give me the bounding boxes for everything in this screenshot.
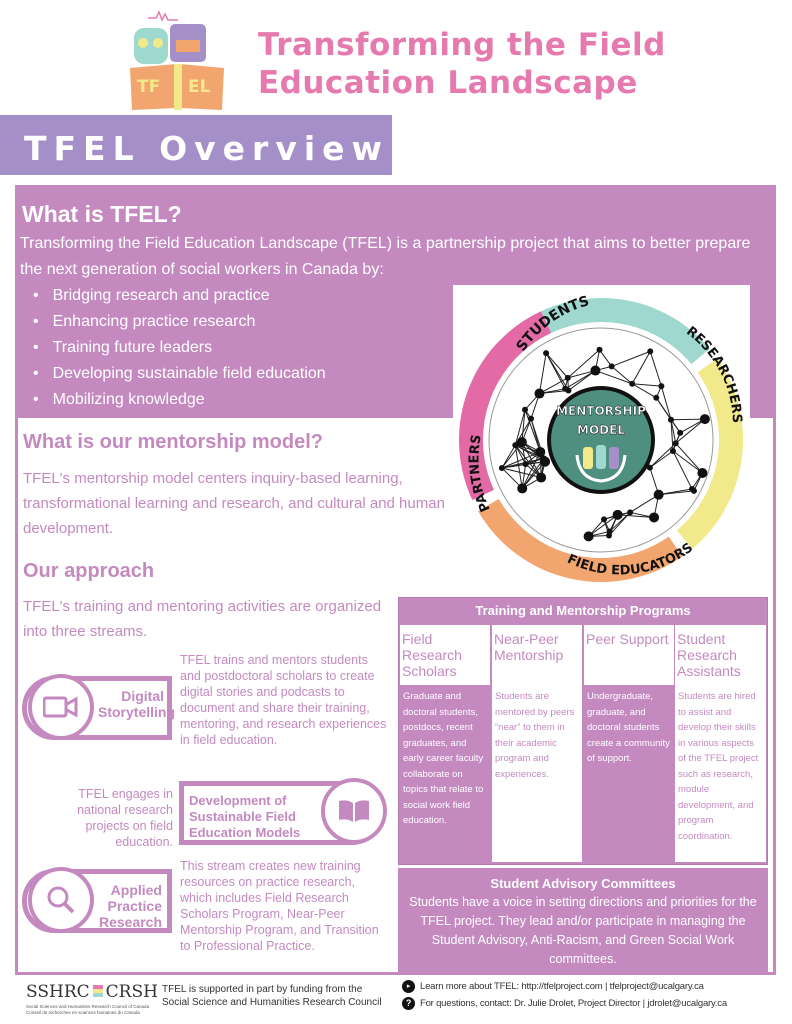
network-link xyxy=(612,366,633,383)
overview-band: TFEL Overview xyxy=(0,115,392,175)
funding-line: TFEL is supported in part by funding from the xyxy=(162,984,363,995)
stream-description: TFEL engages in national research projects on field education. xyxy=(77,787,173,849)
network-node xyxy=(673,440,679,446)
network-node xyxy=(565,375,571,381)
network-node xyxy=(517,483,527,493)
sshrc-subtitle: Social Sciences and Humanities Research Council of Canada xyxy=(26,1004,150,1009)
sshrc-logo xyxy=(26,982,158,1002)
network-node xyxy=(528,416,534,422)
program-name: Peer Support xyxy=(584,625,674,685)
goal-item: • Bridging research and practice xyxy=(33,283,326,309)
network-link xyxy=(673,451,702,473)
network-node xyxy=(590,366,600,376)
title-line-1: Transforming the Field xyxy=(258,27,666,63)
stream-label: Applied Practice Research xyxy=(98,882,162,930)
program-desc: Graduate and doctoral students, postdocs, recent graduates, and early career faculty collaborate on topics that relate to social work field education. xyxy=(403,691,484,826)
contact-line[interactable]: For questions, contact: Dr. Julie Drolet, Project Director | jdrolet@ucalgary.ca xyxy=(420,998,727,1009)
magnifier-icon xyxy=(28,867,94,933)
mentorship-heading: What is our mentorship model? xyxy=(23,431,324,453)
programs-table xyxy=(398,597,768,865)
network-node xyxy=(522,407,528,413)
center-label-1: MENTORSHIP xyxy=(556,404,646,418)
network-link xyxy=(595,371,632,384)
network-node xyxy=(543,350,549,356)
network-node xyxy=(700,414,710,424)
network-link xyxy=(671,419,705,420)
advisory-box xyxy=(398,868,768,972)
what-is-intro: Transforming the Field Education Landscape (TFEL) is a partnership project that aims to better prepare the next generation of social workers in Canada by: xyxy=(20,235,751,278)
logo-text-right: EL xyxy=(188,77,211,97)
crsh-text: CRSH xyxy=(105,982,158,1002)
network-link xyxy=(632,351,650,383)
approach-heading: Our approach xyxy=(23,560,155,582)
advisory-text: Students have a voice in setting directions and priorities for the TFEL project. They lead and/or participate in managing the Student Advisory, Anti-Racism, and Green Social Work committees. xyxy=(409,895,757,966)
network-node xyxy=(562,386,568,392)
video-camera-icon xyxy=(28,674,94,740)
programs-title: Training and Mentorship Programs xyxy=(475,603,691,618)
arc-label-field-educators: FIELD EDUCATORS xyxy=(564,540,697,579)
page-title xyxy=(258,26,666,102)
network-link xyxy=(656,398,671,420)
title-line-2: Education Landscape xyxy=(258,65,638,101)
svg-text:PARTNERS xyxy=(467,434,493,514)
network-node xyxy=(609,363,615,369)
goals-list xyxy=(33,283,326,413)
network-node xyxy=(540,457,550,467)
network-node xyxy=(653,395,659,401)
program-column xyxy=(400,625,490,862)
stream-label: Digital Storytelling xyxy=(98,688,176,720)
approach-text: TFEL's training and mentoring activities are organized into three streams. xyxy=(23,598,382,640)
arrow-circle-icon: ▸ xyxy=(402,980,415,993)
funding-line: Social Science and Humanities Research Council xyxy=(162,997,382,1008)
goal-item: • Developing sustainable field education xyxy=(33,361,326,387)
program-column xyxy=(492,625,582,862)
arc-label-researchers: RESEARCHERS xyxy=(683,323,745,424)
network-link xyxy=(531,419,540,452)
question-icon: ? xyxy=(402,997,415,1010)
network-node xyxy=(536,473,546,483)
network-node xyxy=(668,417,674,423)
logo-text-left: TF xyxy=(137,77,161,97)
center-label-2: MODEL xyxy=(577,423,625,437)
goal-item: • Enhancing practice research xyxy=(33,309,326,335)
network-link xyxy=(661,386,671,420)
network-node xyxy=(535,447,545,457)
goal-item: • Mobilizing knowledge xyxy=(33,387,326,413)
network-node xyxy=(670,448,676,454)
stream-label: Development of Sustainable Field Education Models xyxy=(189,793,301,840)
network-node xyxy=(534,389,544,399)
network-link xyxy=(650,451,673,468)
network-node xyxy=(647,348,653,354)
network-link xyxy=(650,351,661,386)
mentorship-text: TFEL's mentorship model centers inquiry-based learning, transformational learning and research, and cultural and human development. xyxy=(23,470,445,537)
program-desc: Students are mentored by peers “near” to them in their academic program and experiences. xyxy=(492,685,582,862)
book-icon xyxy=(321,778,387,844)
what-is-heading: What is TFEL? xyxy=(22,201,182,227)
network-node xyxy=(691,488,697,494)
program-column xyxy=(584,625,674,862)
goal-item: • Training future leaders xyxy=(33,335,326,361)
learn-more-link[interactable]: Learn more about TFEL: http://tfelproject.com | tfelproject@ucalgary.ca xyxy=(420,981,704,992)
network-link xyxy=(630,495,659,513)
network-node xyxy=(606,533,612,539)
stream-description: TFEL trains and mentors students and postdoctoral scholars to create digital stories and podcasts to document and share their training, mentoring, and research experiences in field education. xyxy=(180,653,387,747)
network-node xyxy=(517,437,527,447)
program-name: Field Research Scholars xyxy=(400,625,490,685)
arc-label-students: STUDENTS xyxy=(513,293,592,355)
network-node xyxy=(658,383,664,389)
program-desc: Undergraduate, graduate, and doctoral students create a community of support. xyxy=(587,691,670,764)
sshrc-subtitle-fr: Conseil de recherches en sciences humaines du Canada xyxy=(26,1010,140,1015)
program-name: Near-Peer Mentorship xyxy=(492,625,582,685)
network-node xyxy=(629,381,635,387)
program-desc: Students are hired to assist and develop their skills in various aspects of the TFEL project such as research, module development, and program coordination. xyxy=(675,685,766,862)
network-link xyxy=(673,451,692,489)
network-node xyxy=(499,465,505,471)
arc-label-partners: PARTNERS xyxy=(467,433,494,514)
mentorship-model-diagram xyxy=(453,285,750,590)
network-link xyxy=(676,443,703,473)
network-link xyxy=(539,353,546,393)
network-link xyxy=(612,351,651,366)
network-node xyxy=(601,516,607,522)
sshrc-text: SSHRC xyxy=(26,982,90,1002)
network-node xyxy=(584,531,594,541)
network-node xyxy=(697,468,707,478)
network-node xyxy=(654,490,664,500)
program-name: Student Research Assistants xyxy=(675,625,766,685)
network-node xyxy=(597,347,603,353)
stream-description: This stream creates new training resources on practice research, which includes Field Research Scholars Program, Near-Peer Mentorship Program, and Transition to Professional Practice. xyxy=(180,859,379,953)
network-node xyxy=(627,509,633,515)
network-node xyxy=(523,461,529,467)
program-column xyxy=(675,625,766,862)
network-node xyxy=(613,510,623,520)
network-node xyxy=(649,512,659,522)
footer xyxy=(0,978,792,1024)
tfel-logo xyxy=(128,8,228,113)
network-link xyxy=(600,350,612,367)
advisory-title: Student Advisory Committees xyxy=(490,876,676,891)
network-node xyxy=(677,430,683,436)
